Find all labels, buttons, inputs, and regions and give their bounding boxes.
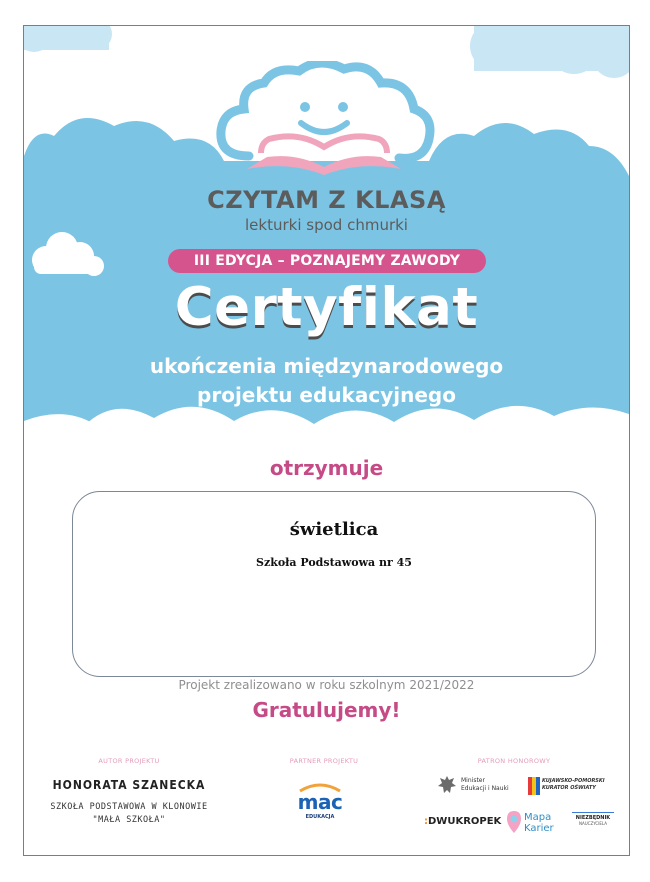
dwukropek-logo bbox=[424, 816, 501, 827]
certificate-title: Certyfikat bbox=[174, 277, 479, 338]
mapa-line2: Karier bbox=[524, 823, 554, 834]
recipient-box bbox=[72, 491, 596, 677]
brand-subtitle: lekturki spod chmurki bbox=[245, 216, 408, 234]
kuratorium-shield-icon bbox=[528, 777, 540, 795]
brand-title: CZYTAM Z KLASĄ bbox=[207, 186, 446, 214]
recipient-name: świetlica bbox=[289, 519, 379, 540]
kuratorium-line1: KUJAWSKO-POMORSKI bbox=[542, 778, 605, 784]
certificate-subtitle-line1: ukończenia międzynarodowego bbox=[149, 354, 504, 378]
mapa-karier-logo bbox=[524, 812, 554, 834]
author-school-line2: "MAŁA SZKOŁA" bbox=[92, 815, 166, 825]
mapa-line1: Mapa bbox=[524, 812, 552, 823]
map-pin-icon bbox=[506, 810, 522, 834]
edition-badge: III EDYCJA – POZNAJEMY ZAWODY bbox=[168, 249, 486, 273]
cloud-book-logo bbox=[209, 61, 439, 186]
author-heading: AUTOR PROJEKTU bbox=[98, 757, 160, 765]
kuratorium-logo bbox=[542, 778, 605, 792]
certificate-page bbox=[23, 25, 630, 856]
dwukropek-text: DWUKROPEK bbox=[428, 816, 502, 827]
ministry-logo bbox=[461, 777, 509, 793]
niezbednik-logo bbox=[568, 812, 618, 826]
patron-heading: PATRON HONOROWY bbox=[477, 757, 551, 765]
mac-logo-subtext: EDUKACJA bbox=[305, 814, 335, 820]
partner-heading: PARTNER PROJEKTU bbox=[289, 757, 359, 765]
eagle-emblem-icon bbox=[436, 774, 458, 796]
ministry-line1: Minister bbox=[461, 777, 485, 784]
mac-logo-text: mac bbox=[297, 790, 343, 814]
niezbednik-line bbox=[572, 812, 614, 813]
congratulations-text: Gratulujemy! bbox=[252, 698, 401, 722]
mac-partner-logo bbox=[290, 781, 350, 826]
niezbednik-line1: NIEZBĘDNIK bbox=[575, 815, 611, 821]
project-year-note: Projekt zrealizowano w roku szkolnym 2021/2022 bbox=[178, 678, 475, 692]
author-school bbox=[29, 801, 229, 827]
recipient-school: Szkoła Podstawowa nr 45 bbox=[256, 556, 412, 569]
ministry-line2: Edukacji i Nauki bbox=[461, 785, 509, 792]
author-name: HONORATA SZANECKA bbox=[52, 778, 206, 792]
kuratorium-line2: KURATOR OŚWIATY bbox=[542, 785, 596, 791]
receives-label: otrzymuje bbox=[269, 456, 384, 480]
certificate-subtitle-line2: projektu edukacyjnego bbox=[197, 383, 456, 407]
niezbednik-line2: NAUCZYCIELA bbox=[579, 821, 607, 826]
colon-icon: : bbox=[424, 816, 428, 827]
author-school-line1: SZKOŁA PODSTAWOWA W KLONOWIE bbox=[50, 802, 208, 812]
